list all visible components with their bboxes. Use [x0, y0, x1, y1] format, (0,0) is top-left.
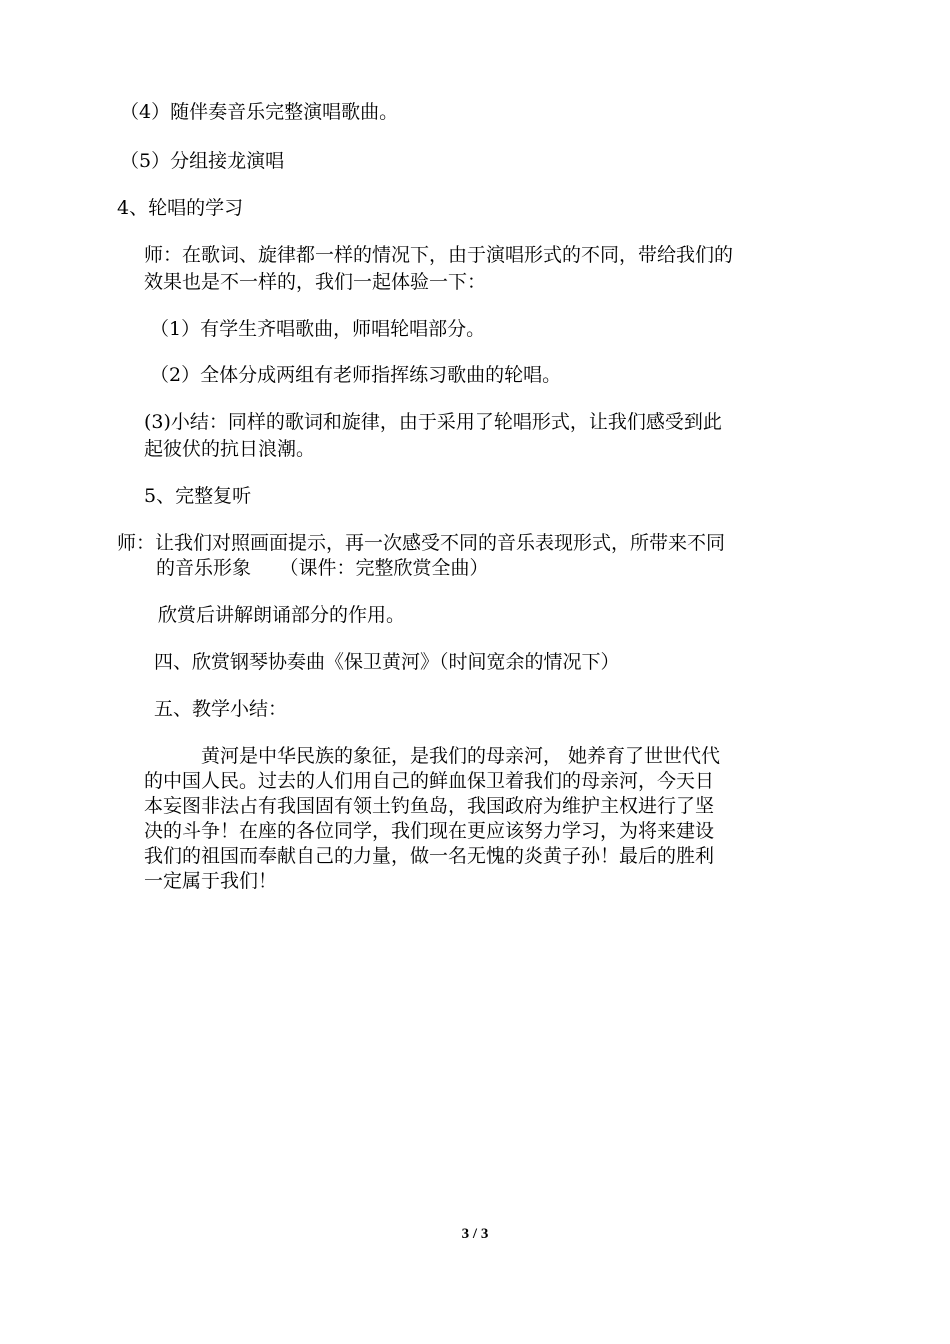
summary-line-1: (3)小结：同样的歌词和旋律，由于采用了轮唱形式，让我们感受到此 — [144, 411, 722, 433]
round-step-2: （2）全体分成两组有老师指挥练习歌曲的轮唱。 — [150, 364, 562, 386]
conclusion-line-3: 本妄图非法占有我国固有领土钓鱼岛，我国政府为维护主权进行了坚 — [144, 795, 715, 817]
conclusion-line-4: 决的斗争！在座的各位同学，我们现在更应该努力学习，为将来建设 — [144, 820, 715, 842]
step-4-singing: （4）随伴奏音乐完整演唱歌曲。 — [120, 101, 399, 123]
review-line-2: 的音乐形象 （课件：完整欣赏全曲） — [156, 557, 489, 579]
section-4-heading: 4、轮唱的学习 — [117, 197, 244, 219]
conclusion-line-6: 一定属于我们！ — [144, 870, 278, 892]
page-number: 3 / 3 — [461, 1226, 489, 1242]
conclusion-line-1: 黄河是中华民族的象征，是我们的母亲河， 她养育了世世代代 — [201, 745, 721, 767]
section-5-heading: 5、完整复听 — [144, 485, 252, 507]
round-step-1: （1）有学生齐唱歌曲，师唱轮唱部分。 — [150, 318, 486, 340]
conclusion-line-2: 的中国人民。过去的人们用自己的鲜血保卫着我们的母亲河，今天日 — [144, 770, 715, 792]
review-line-1: 师：让我们对照画面提示，再一次感受不同的音乐表现形式，所带来不同 — [117, 532, 726, 554]
section-four-heading: 四、欣赏钢琴协奏曲《保卫黄河》（时间宽余的情况下） — [154, 651, 620, 673]
summary-line-2: 起彼伏的抗日浪潮。 — [144, 438, 316, 460]
conclusion-line-5: 我们的祖国而奉献自己的力量，做一名无愧的炎黄子孙！最后的胜利 — [144, 845, 715, 867]
teacher-line-1: 师：在歌词、旋律都一样的情况下，由于演唱形式的不同，带给我们的 — [144, 244, 734, 266]
teacher-line-2: 效果也是不一样的，我们一起体验一下： — [144, 271, 487, 293]
recitation-note: 欣赏后讲解朗诵部分的作用。 — [158, 604, 406, 626]
step-5-relay-singing: （5）分组接龙演唱 — [120, 150, 285, 172]
section-five-heading: 五、教学小结： — [154, 698, 288, 720]
